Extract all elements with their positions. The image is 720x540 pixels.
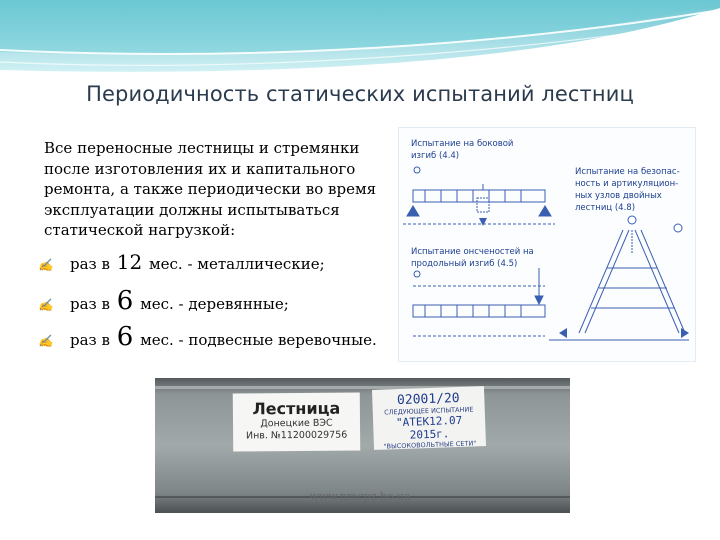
test-interval-list — [38, 250, 418, 358]
tag-organization: "ВЫСОКОВОЛЬТНЫЕ СЕТИ" — [383, 439, 477, 451]
tag-next-test: СЛЕДУЮЩЕЕ ИСПЫТАНИЕ — [384, 405, 474, 417]
tag-date: "АТЕК12.07 2015г. — [395, 413, 463, 442]
bullet-prefix: раз в — [70, 295, 110, 313]
footer-url: www.nmcpz.ho.ua — [309, 490, 411, 503]
header-band — [0, 0, 720, 80]
list-item — [38, 250, 418, 286]
intro-paragraph: Все переносные лестницы и стремянки после изготовления их и капитального ремонта, а также периодически во время эксплуатации должны испытываться статической нагрузкой: — [44, 139, 377, 239]
quill-pen-icon: ✍ — [38, 298, 53, 312]
label-title: Лестница — [252, 398, 341, 419]
inventory-label — [233, 392, 361, 451]
test-tag — [372, 386, 486, 450]
diagram-label-side: Испытание на боковой — [411, 139, 514, 149]
diagram-label-right: Испытание на безопас- — [575, 167, 680, 177]
quill-pen-icon: ✍ — [38, 334, 53, 348]
tag-number: 02001/20 — [396, 390, 460, 409]
bullet-suffix: мес. - деревянные; — [140, 295, 289, 313]
bullet-suffix: мес. - металлические; — [148, 255, 325, 273]
diagram-label-side-2: изгиб (4.4) — [411, 151, 460, 161]
bullet-number: 6 — [116, 322, 134, 352]
slide-title: Периодичность статических испытаний лестниц — [86, 82, 634, 106]
quill-pen-icon: ✍ — [38, 258, 53, 272]
label-owner: Донецкие ВЭС — [260, 417, 333, 430]
diagram-label-long-2: продольный изгиб (4.5) — [411, 259, 518, 269]
bullet-prefix: раз в — [70, 331, 110, 349]
bullet-number: 6 — [116, 286, 134, 316]
ladder-test-diagram — [398, 127, 696, 362]
bullet-prefix: раз в — [70, 255, 110, 273]
diagram-label-long: Испытание онсченостей на — [411, 247, 534, 257]
diagram-label-right-3: ных узлов двойных — [575, 191, 662, 201]
diagram-label-right-2: ность и артикуляцион- — [575, 179, 679, 189]
label-inventory-number: Инв. №11200029756 — [245, 429, 348, 442]
bullet-number: 12 — [116, 250, 143, 274]
diagram-label-right-4: лестниц (4.8) — [575, 203, 636, 213]
list-item — [38, 322, 418, 358]
list-item — [38, 286, 418, 322]
bullet-suffix: мес. - подвесные веревочные. — [140, 331, 377, 349]
